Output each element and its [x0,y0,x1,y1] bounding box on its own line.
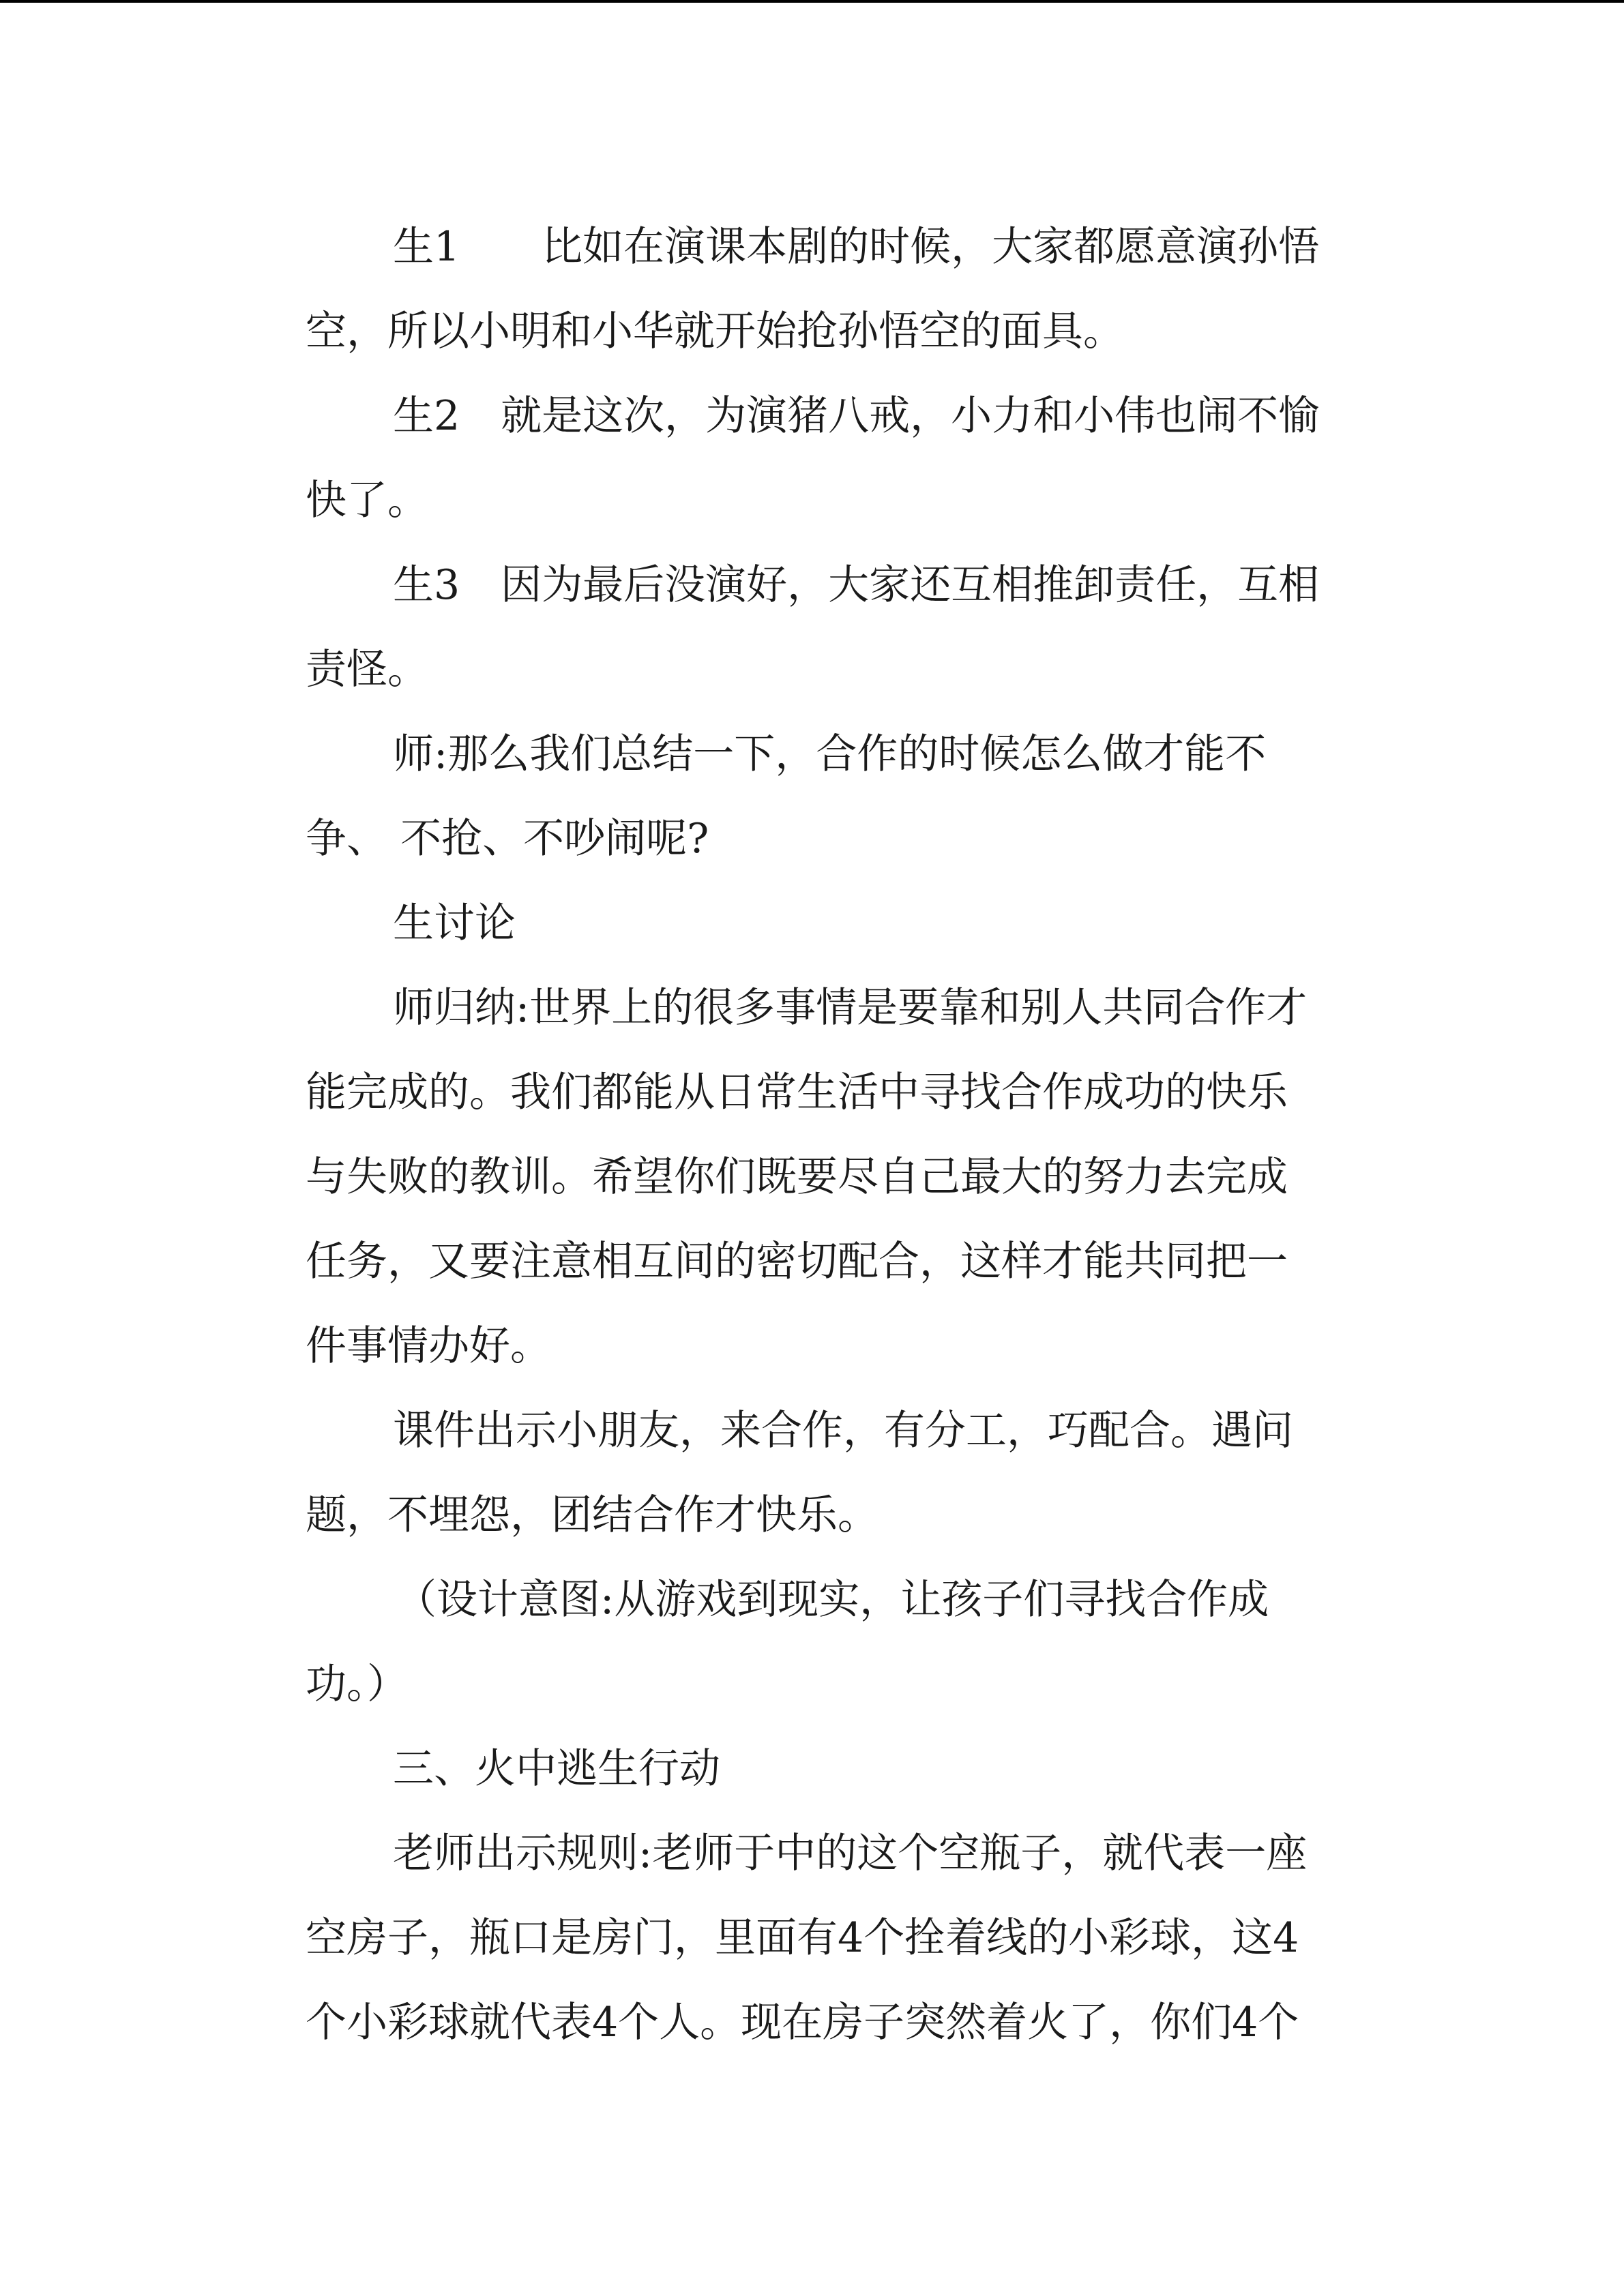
text-line-3: 生2 就是这次，为演猪八戒，小力和小伟也闹不愉 [393,392,1320,440]
text-line-8: 争、 不抢、不吵闹呢? [306,815,709,863]
document-body [306,205,1383,2065]
text-line-20: 老师出示规则:老师于中的这个空瓶子，就代表一座 [393,1830,1308,1877]
text-line-2: 空，所以小明和小华就开始抢孙悟空的面具。 [306,308,1124,355]
text-line-4: 快了。 [306,477,428,524]
text-line-21: 空房子，瓶口是房门，里面有4个拴着线的小彩球，这4 [306,1914,1299,1962]
text-line-1: 生1 比如在演课本剧的时候，大家都愿意演孙悟 [393,223,1320,271]
text-line-15: 课件出示小朋友，来合作，有分工，巧配合。遇问 [393,1407,1293,1455]
section-heading: 三、火中逃生行动 [393,1745,720,1793]
text-line-5: 生3 因为最后没演好，大家还互相推卸责任，互相 [393,561,1320,609]
text-line-6: 责怪。 [306,646,428,694]
page-top-border [0,0,1624,3]
text-line-9: 生讨论 [393,899,516,947]
text-line-13: 任务，又要注意相互间的密切配合，这样才能共同把一 [306,1238,1288,1285]
text-line-14: 件事情办好。 [306,1322,551,1370]
text-line-18: 功。） [306,1660,408,1708]
text-line-7: 师:那么我们总结一下，合作的时候怎么做才能不 [393,730,1267,778]
text-line-10: 师归纳:世界上的很多事情是要靠和别人共同合作才 [393,984,1308,1032]
text-line-11: 能完成的。我们都能从日常生活中寻找合作成功的快乐 [306,1069,1288,1116]
text-line-17: （设计意图:从游戏到现实，让孩子们寻找合作成 [396,1576,1269,1624]
text-line-22: 个小彩球就代表4个人。现在房子突然着火了，你们4个 [306,1999,1299,2046]
text-line-12: 与失败的教训。希望你们既要尽自己最大的努力去完成 [306,1153,1288,1201]
text-line-16: 题，不埋怨，团结合作才快乐。 [306,1491,879,1539]
